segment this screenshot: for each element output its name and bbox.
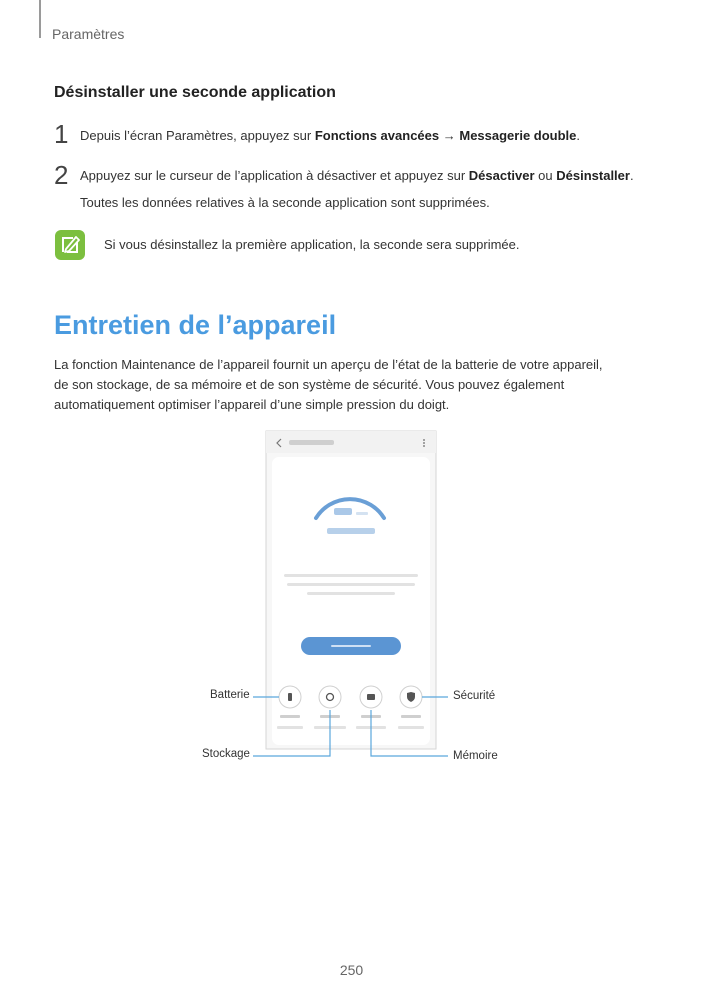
battery-icon (288, 693, 292, 701)
uninstall-heading: Désinstaller une seconde application (54, 84, 336, 101)
note-text: Si vous désinstallez la première application, la seconde sera supprimée. (104, 237, 520, 252)
step-2-text: Appuyez sur le curseur de l’application à désactiver et appuyez sur Désactiver ou Désinstaller. (80, 168, 634, 183)
page-number: 250 (339, 962, 364, 978)
callout-memory: Mémoire (453, 750, 498, 762)
callout-battery: Batterie (210, 689, 250, 701)
step-2-subtext: Toutes les données relatives à la seconde application sont supprimées. (80, 195, 490, 210)
running-header: Paramètres (52, 26, 125, 42)
step-2-number: 2 (54, 160, 69, 190)
callout-security: Sécurité (453, 690, 496, 702)
more-options-icon (423, 439, 425, 441)
maintenance-intro: La fonction Maintenance de l’appareil fournit un aperçu de l’état de la batterie de votre appareil, de son stockage, de sa mémoire et de son système de sécurité. Vous pouvez également automatiquement optimiser l’appareil d’une simple pression du doigt. (54, 357, 603, 412)
step-1-text: Depuis l’écran Paramètres, appuyez sur Fonctions avancées → Messagerie double. (80, 128, 581, 143)
memory-icon (367, 694, 375, 700)
callout-storage: Stockage (202, 748, 250, 760)
maintenance-heading: Entretien de l’appareil (54, 310, 337, 340)
step-1-number: 1 (54, 119, 69, 149)
